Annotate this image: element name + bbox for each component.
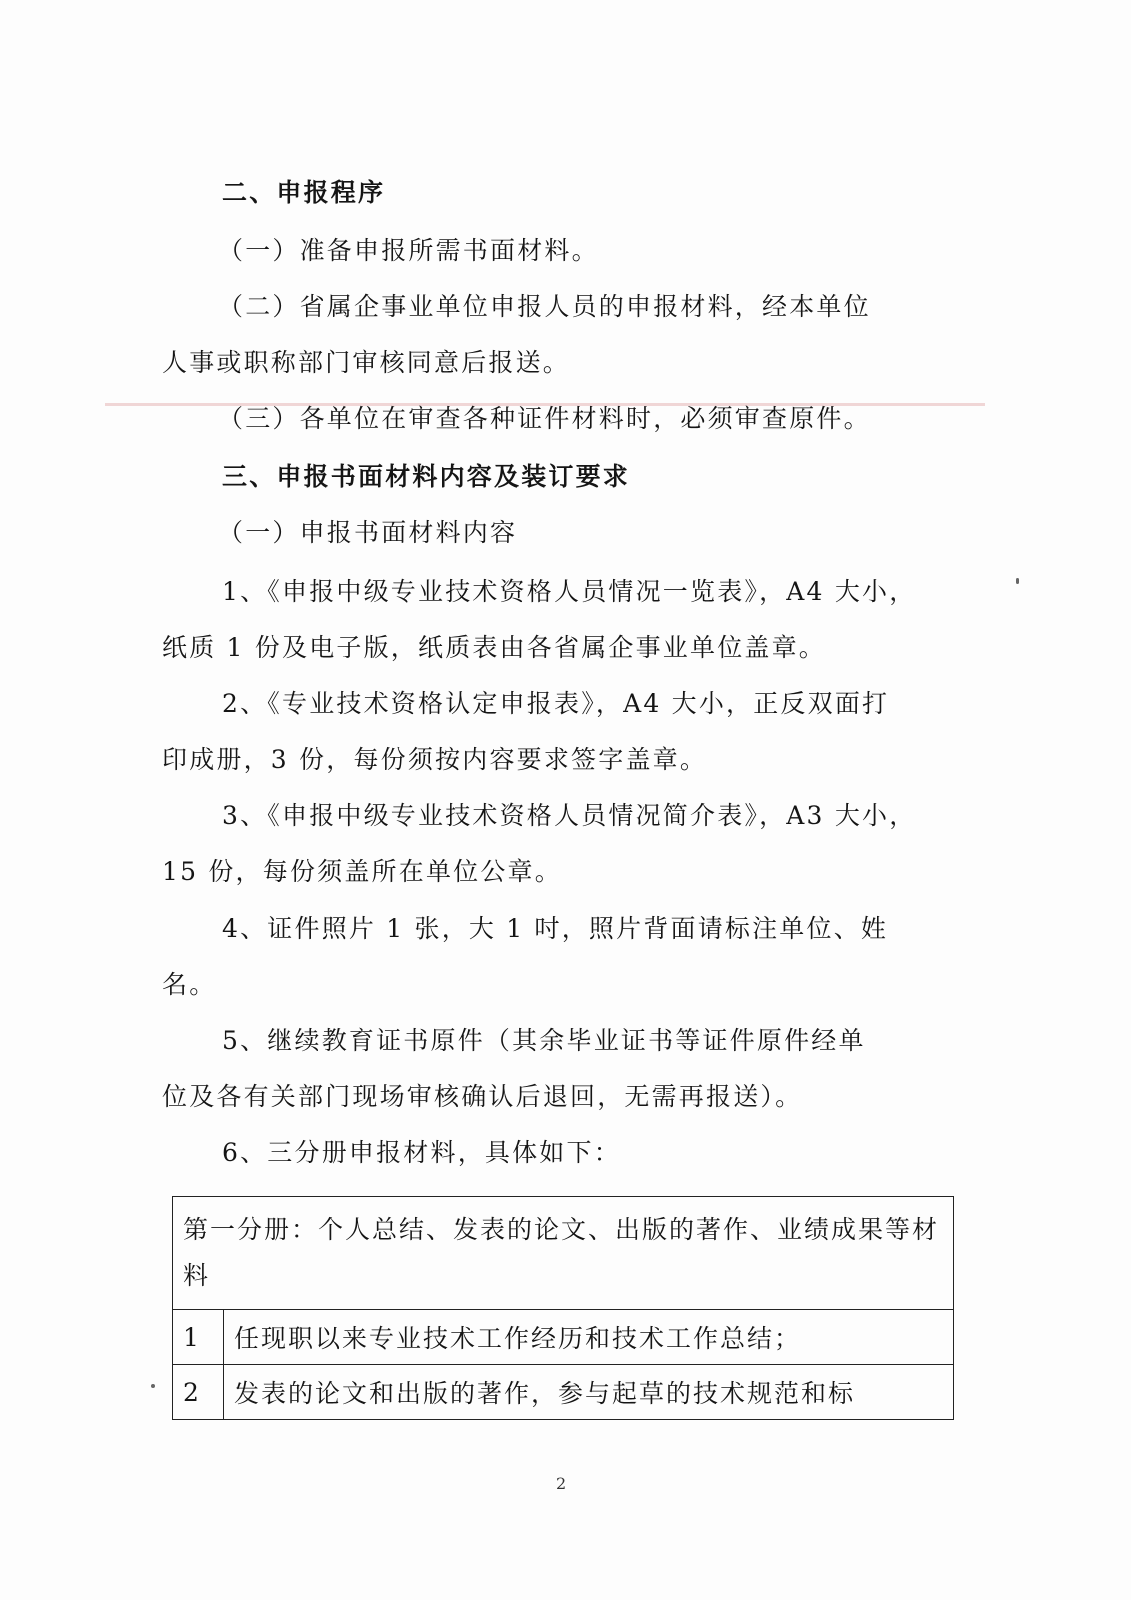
section-title-procedure: 二、申报程序	[222, 178, 386, 207]
table-row-number: 1	[173, 1310, 224, 1365]
materials-subtitle-1: （一）申报书面材料内容	[218, 518, 518, 547]
scan-speck	[1016, 578, 1019, 584]
table-row	[173, 1310, 954, 1365]
scan-speck	[151, 1384, 155, 1388]
page-number: 2	[556, 1474, 567, 1493]
table-header-cell: 第一分册：个人总结、发表的论文、出版的著作、业绩成果等材料	[173, 1197, 954, 1310]
procedure-item-1: （一）准备申报所需书面材料。	[218, 236, 599, 265]
item-3-line-2: 15 份，每份须盖所在单位公章。	[162, 857, 562, 886]
item-6: 6、三分册申报材料，具体如下：	[222, 1138, 621, 1167]
item-1-line-2: 纸质 1 份及电子版，纸质表由各省属企事业单位盖章。	[162, 633, 827, 662]
table-row-text: 任现职以来专业技术工作经历和技术工作总结；	[224, 1310, 954, 1365]
item-4-line-1: 4、证件照片 1 张，大 1 吋，照片背面请标注单位、姓	[222, 914, 889, 943]
item-2-line-1: 2、《专业技术资格认定申报表》，A4 大小，正反双面打	[222, 689, 890, 718]
table-row-number: 2	[173, 1365, 224, 1420]
item-1-line-1: 1、《申报中级专业技术资格人员情况一览表》，A4 大小，	[222, 577, 917, 606]
item-4-line-2: 名。	[162, 970, 217, 999]
section-title-materials: 三、申报书面材料内容及装订要求	[222, 462, 631, 491]
table-row	[173, 1365, 954, 1420]
item-3-line-1: 3、《申报中级专业技术资格人员情况简介表》，A3 大小，	[222, 801, 917, 830]
item-5-line-1: 5、继续教育证书原件（其余毕业证书等证件原件经单	[222, 1026, 866, 1055]
item-5-line-2: 位及各有关部门现场审核确认后退回，无需再报送）。	[162, 1082, 803, 1111]
procedure-item-3: （三）各单位在审查各种证件材料时，必须审查原件。	[218, 404, 871, 433]
procedure-item-2-line-2: 人事或职称部门审核同意后报送。	[162, 348, 571, 377]
materials-table	[172, 1196, 954, 1420]
table-row-text: 发表的论文和出版的著作，参与起草的技术规范和标	[224, 1365, 954, 1420]
procedure-item-2-line-1: （二）省属企事业单位申报人员的申报材料，经本单位	[218, 292, 871, 321]
table-header-row	[173, 1197, 954, 1310]
item-2-line-2: 印成册，3 份，每份须按内容要求签字盖章。	[162, 745, 708, 774]
